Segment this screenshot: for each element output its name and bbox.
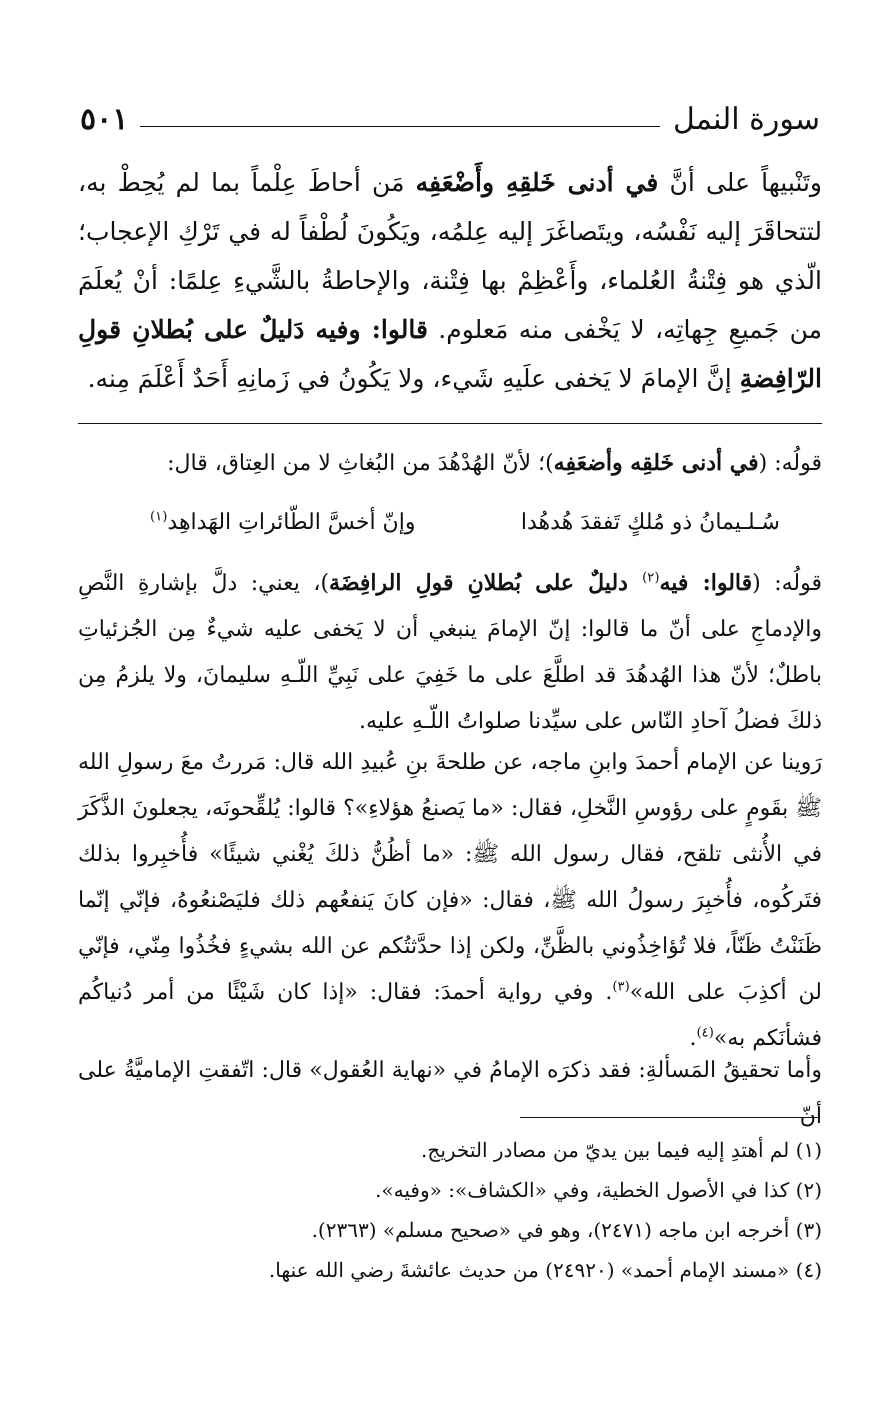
commentary-hudhud <box>78 440 822 487</box>
commentary-part: رَوينا عن الإمام أحمدَ وابنِ ماجه، عن طلحةَ بنِ عُبيدِ الله قال: مَررتُ معَ رسولِ الله ﷺ بقَومٍ على رؤوسِ النَّخلِ، فقال: «ما يَصنعُ هؤلاءِ»؟ قالوا: يُلقِّحونَه، يجعلونَ الذَّكَرَ في الأُنثى تلقح، فقال رسول الله ﷺ: «ما أظُنُّ ذلكَ يُغْني شيئًا» فأُخبِروا بذلك فتَركُوه، فأُخبِرَ رسولُ الله ﷺ، فقال: «فإن كانَ يَنفعُهم ذلك فليَصْنعُوهُ، فإنّي إنّما ظَنَنْتُ ظَنّاً، فلا تُؤاخِذُوني بالظَّنِّ، ولكن إذا حدَّثتُكم عن الله بشيءٍ فخُذُوا مِنّي، فإنّي لن أكذِبَ على الله» <box>78 750 822 1005</box>
page-number: ٥٠١ <box>80 102 129 137</box>
commentary-part: قولُه: ( <box>758 451 822 476</box>
main-text-part: مَن أحاطَ عِلْماً بما لم يُحِطْ به، لتتحاقَرَ إليه نَفْسُه، ويتَصاغَرَ إليه عِلمُه، ويَكُونَ لُطْفاً له في تَرْكِ الإعجاب؛ الّذي هو فِتْنةُ العُلماء، وأَعْظِمْ بها فِتْنة، والإحاطةُ بالشَّيءِ عِلمًا: أنْ يُعلَمَ من جَميعِ جِهاتِه، لا يَخْفى منه مَعلوم. <box>78 168 823 344</box>
commentary-part: . <box>689 1026 697 1051</box>
commentary-rafida <box>78 560 822 745</box>
main-text <box>78 158 822 403</box>
footnote-divider <box>520 1117 820 1118</box>
footnote-ref: (١) <box>150 509 168 525</box>
footnote-item: (٢) كذا في الأصول الخطية، وفي «الكشاف»: «وفيه». <box>375 1178 822 1202</box>
commentary-part: )؛ لأنّ الهُدْهُدَ من البُغاثِ لا من العِتاق، قال: <box>167 451 554 476</box>
section-divider <box>78 423 822 424</box>
commentary-part: قولُه: ( <box>752 571 822 596</box>
verse-second-text: وإنّ أخسَّ الطّائراتِ الهَداهِد <box>167 510 416 535</box>
commentary-part: وأما تحقيقُ المَسألةِ: فقد ذكرَه الإمامُ في «نهاية العُقول» قال: اتّفقتِ الإماميَّةُ على أنّ <box>78 1058 822 1129</box>
commentary-part: )، يعني: دلَّ بإشارةِ النَّصِ والإدماجِ على أنّ ما قالوا: إنّ الإمامَ ينبغي أن لا يَخفى عليه شيءٌ مِن الجُزئياتِ باطلٌ؛ لأنّ هذا الهُدهُدَ قد اطلَّعَ على ما خَفِيَ على نَبِيِّ اللّـهِ سليمانَ، ولا يلزمُ مِن ذلكَ فضلُ آحادِ النّاس على سيِّدنا صلواتُ اللّـهِ عليه. <box>78 571 822 734</box>
main-text-bold: في أدنى خَلقِهِ وأَضْعَفِه <box>415 168 659 197</box>
commentary-bold: دليلٌ على بُطلانِ قولِ الرافِضَة <box>329 570 643 596</box>
main-text-bold: قالوا: وفيه دَليلٌ على بُطلانِ قولِ الرّافِضةِ <box>78 315 822 393</box>
footnote-ref: (٣) <box>612 979 630 995</box>
footnote-item: (٤) «مسند الإمام أحمد» (٢٤٩٢٠) من حديث عائشةَ رضي الله عنها. <box>268 1258 822 1282</box>
verse-first-hemistich: سُـلـيمانُ ذو مُلكٍ تَفقدَ هُدهُدا <box>520 510 780 535</box>
commentary-bold: قالوا: فيه <box>659 570 753 596</box>
poem-verse <box>150 500 780 546</box>
footnote-item: (١) لم أهتدِ إليه فيما بين يديّ من مصادر التخريج. <box>421 1138 822 1162</box>
commentary-hadith <box>78 740 822 1062</box>
header-rule <box>140 126 660 127</box>
commentary-issue <box>78 1048 822 1140</box>
footnote-ref: (٢) <box>642 570 660 586</box>
commentary-bold: في أدنى خَلقِه وأضعَفِه <box>553 450 759 476</box>
verse-second-hemistich <box>150 500 415 546</box>
footnote-ref: (٤) <box>696 1025 714 1041</box>
page-header <box>80 100 820 140</box>
surah-title: سورة النمل <box>673 102 820 137</box>
footnotes <box>78 1130 822 1290</box>
main-text-part: وتَنْبيهاً على أنَّ <box>658 168 822 197</box>
commentary-part: . وفي رواية أحمدَ: فقال: «إذا كان شَيْئًا من أمر دُنياكُم فشأنَكم به» <box>78 980 822 1051</box>
main-text-part: إنَّ الإمامَ لا يَخفى علَيهِ شَيء، ولا يَكُونُ في زَمانِهِ أَحَدٌ أَعْلَمَ مِنه. <box>87 364 740 393</box>
footnote-item: (٣) أخرجه ابن ماجه (٢٤٧١)، وهو في «صحيح مسلم» (٢٣٦٣). <box>311 1218 822 1242</box>
